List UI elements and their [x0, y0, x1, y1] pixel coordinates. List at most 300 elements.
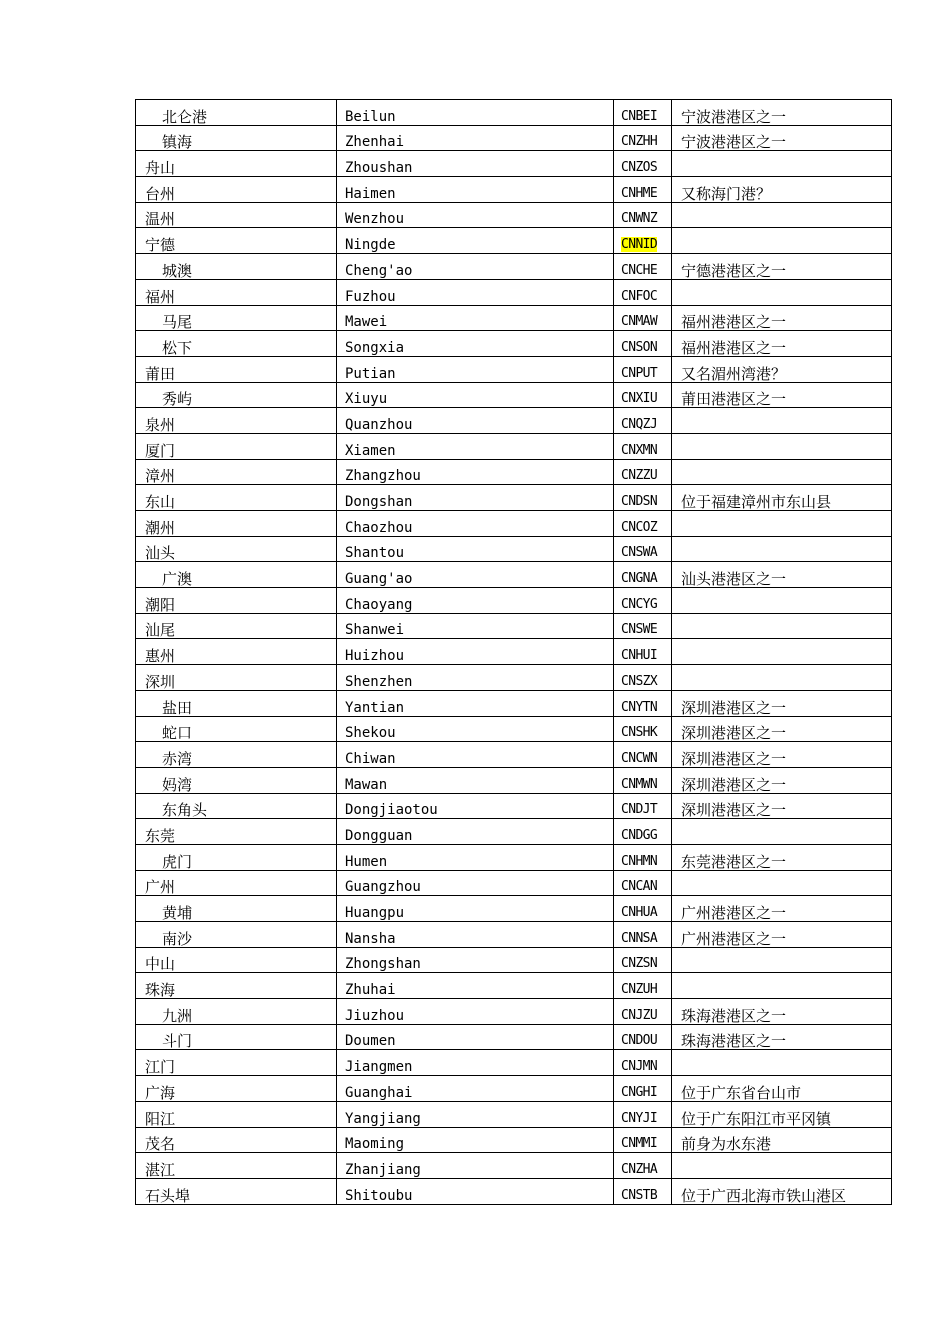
port-chinese-name-cell [136, 125, 337, 151]
port-chinese-name: 莆田 [145, 364, 176, 383]
port-chinese-name: 珠海 [145, 981, 176, 999]
port-english-name: Shekou [337, 716, 614, 742]
table-row [136, 177, 892, 203]
port-english-name: Dongshan [337, 485, 614, 511]
port-chinese-name: 妈湾 [162, 775, 193, 794]
port-chinese-name: 潮州 [145, 518, 176, 537]
table-row [136, 1050, 892, 1076]
table-row [136, 613, 892, 639]
port-chinese-name: 汕头 [145, 544, 176, 562]
port-english-name: Xiamen [337, 433, 614, 459]
port-code-cell [614, 665, 672, 691]
table-row [136, 947, 892, 973]
port-chinese-name: 秀屿 [162, 390, 193, 408]
port-english-name: Haimen [337, 177, 614, 203]
port-chinese-name-cell [136, 896, 337, 922]
port-english-name: Mawei [337, 305, 614, 331]
port-code: CNZZU [621, 468, 658, 484]
port-chinese-name-cell [136, 844, 337, 870]
port-code: CNXIU [621, 391, 658, 407]
port-code-cell [614, 613, 672, 639]
port-english-name: Guang'ao [337, 562, 614, 588]
table-row [136, 819, 892, 845]
port-note: 莆田港港区之一 [672, 382, 892, 408]
port-chinese-name: 松下 [162, 338, 193, 357]
table-row [136, 100, 892, 126]
table-row [136, 408, 892, 434]
port-chinese-name-cell [136, 485, 337, 511]
port-note [672, 639, 892, 665]
port-english-name: Shenzhen [337, 665, 614, 691]
port-note: 东莞港港区之一 [672, 844, 892, 870]
port-chinese-name-cell [136, 1101, 337, 1127]
port-note: 又名湄州湾港？ [672, 356, 892, 382]
port-note: 福州港港区之一 [672, 331, 892, 357]
port-chinese-name: 东山 [145, 493, 176, 511]
port-english-name: Chaoyang [337, 588, 614, 614]
port-chinese-name-cell [136, 1076, 337, 1102]
table-row [136, 716, 892, 742]
port-code-table [135, 99, 892, 1205]
port-code: CNMWN [621, 776, 658, 792]
port-chinese-name-cell [136, 947, 337, 973]
port-english-name: Shitoubu [337, 1178, 614, 1204]
port-code: CNGNA [621, 571, 658, 587]
port-chinese-name: 广州 [145, 878, 176, 896]
table-row [136, 331, 892, 357]
table-row [136, 1178, 892, 1204]
port-chinese-name: 深圳 [145, 672, 176, 691]
port-code: CNCYG [621, 596, 658, 612]
table-row [136, 202, 892, 228]
port-chinese-name-cell [136, 459, 337, 485]
port-code: CNSTB [621, 1187, 658, 1203]
port-code-cell [614, 793, 672, 819]
table-row [136, 433, 892, 459]
port-chinese-name: 惠州 [145, 647, 176, 665]
port-note [672, 1050, 892, 1076]
port-note [672, 613, 892, 639]
port-code-cell [614, 125, 672, 151]
port-chinese-name: 汕尾 [145, 621, 176, 639]
port-note [672, 588, 892, 614]
port-english-name: Guangzhou [337, 870, 614, 896]
port-note [672, 511, 892, 537]
port-chinese-name-cell [136, 613, 337, 639]
port-english-name: Chiwan [337, 742, 614, 768]
table-row [136, 793, 892, 819]
port-note: 深圳港港区之一 [672, 690, 892, 716]
table-row [136, 767, 892, 793]
port-english-name: Jiangmen [337, 1050, 614, 1076]
port-note: 广州港港区之一 [672, 922, 892, 948]
table-row [136, 151, 892, 177]
port-english-name: Xiuyu [337, 382, 614, 408]
port-chinese-name-cell [136, 305, 337, 331]
port-code-cell [614, 1076, 672, 1102]
port-code-cell [614, 331, 672, 357]
port-chinese-name: 南沙 [162, 929, 193, 948]
port-chinese-name: 赤湾 [162, 749, 193, 768]
port-chinese-name: 茂名 [145, 1135, 176, 1153]
port-code: CNYTN [621, 699, 658, 715]
port-chinese-name: 城澳 [162, 261, 193, 280]
port-chinese-name-cell [136, 819, 337, 845]
port-note [672, 433, 892, 459]
port-chinese-name-cell [136, 1178, 337, 1204]
port-english-name: Ningde [337, 228, 614, 254]
port-code-cell [614, 177, 672, 203]
table-row [136, 1101, 892, 1127]
port-note [672, 228, 892, 254]
table-row [136, 870, 892, 896]
port-chinese-name: 舟山 [145, 159, 176, 177]
port-note [672, 973, 892, 999]
port-english-name: Fuzhou [337, 279, 614, 305]
port-chinese-name: 黄埔 [162, 904, 193, 922]
port-note [672, 408, 892, 434]
port-code-cell [614, 305, 672, 331]
port-code: CNZSN [621, 956, 658, 972]
port-code: CNFOC [621, 288, 658, 304]
port-note: 深圳港港区之一 [672, 767, 892, 793]
port-code-cell [614, 1050, 672, 1076]
port-code: CNPUT [621, 365, 658, 381]
table-row [136, 588, 892, 614]
port-english-name: Doumen [337, 1024, 614, 1050]
port-code-cell [614, 742, 672, 768]
port-code-cell [614, 202, 672, 228]
port-chinese-name-cell [136, 793, 337, 819]
port-english-name: Cheng'ao [337, 254, 614, 280]
table-row [136, 356, 892, 382]
port-note: 福州港港区之一 [672, 305, 892, 331]
port-english-name: Shantou [337, 536, 614, 562]
port-chinese-name: 盐田 [162, 698, 193, 716]
port-chinese-name-cell [136, 870, 337, 896]
port-note: 位于广东省台山市 [672, 1076, 892, 1102]
port-code: CNZHH [621, 134, 658, 150]
port-code: CNWNZ [621, 211, 658, 227]
port-note [672, 536, 892, 562]
port-code-cell [614, 844, 672, 870]
port-chinese-name: 台州 [145, 184, 176, 203]
port-chinese-name: 东角头 [162, 801, 208, 819]
port-code-cell [614, 433, 672, 459]
port-english-name: Songxia [337, 331, 614, 357]
port-code-cell [614, 511, 672, 537]
port-english-name: Zhongshan [337, 947, 614, 973]
port-english-name: Chaozhou [337, 511, 614, 537]
port-chinese-name: 马尾 [162, 313, 193, 331]
port-chinese-name-cell [136, 767, 337, 793]
port-chinese-name-cell [136, 151, 337, 177]
port-code: CNZOS [621, 160, 658, 176]
port-code: CNDJT [621, 802, 658, 818]
port-note [672, 151, 892, 177]
port-chinese-name: 厦门 [145, 441, 176, 460]
port-code: CNSZX [621, 673, 658, 689]
port-code: CNQZJ [621, 416, 658, 432]
port-code: CNJZU [621, 1007, 658, 1023]
port-code: CNHUA [621, 905, 658, 920]
port-note [672, 202, 892, 228]
port-note: 宁波港港区之一 [672, 125, 892, 151]
port-chinese-name: 宁德 [145, 236, 176, 254]
port-chinese-name-cell [136, 536, 337, 562]
port-chinese-name: 斗门 [162, 1032, 193, 1050]
port-note [672, 819, 892, 845]
port-code-cell [614, 151, 672, 177]
port-note: 又称海门港？ [672, 177, 892, 203]
port-code-cell [614, 999, 672, 1025]
table-row [136, 639, 892, 665]
port-english-name: Dongjiaotou [337, 793, 614, 819]
port-english-name: Zhangzhou [337, 459, 614, 485]
table-row [136, 305, 892, 331]
port-chinese-name: 漳州 [145, 467, 176, 485]
port-chinese-name: 湛江 [145, 1160, 176, 1179]
port-code: CNDGG [621, 827, 658, 843]
port-note: 位于广东阳江市平冈镇 [672, 1101, 892, 1127]
port-chinese-name-cell [136, 100, 337, 126]
table-row [136, 254, 892, 280]
port-chinese-name-cell [136, 922, 337, 948]
port-chinese-name-cell [136, 665, 337, 691]
port-note [672, 947, 892, 973]
port-code-cell [614, 1153, 672, 1179]
port-chinese-name-cell [136, 254, 337, 280]
port-chinese-name: 福州 [145, 287, 176, 305]
port-chinese-name-cell [136, 1153, 337, 1179]
port-code-cell [614, 382, 672, 408]
table-row [136, 844, 892, 870]
port-english-name: Zhanjiang [337, 1153, 614, 1179]
port-code: CNSWA [621, 545, 658, 561]
port-chinese-name-cell [136, 408, 337, 434]
table-row [136, 228, 892, 254]
port-code-cell [614, 639, 672, 665]
port-english-name: Zhenhai [337, 125, 614, 151]
port-code-cell [614, 716, 672, 742]
table-row [136, 665, 892, 691]
table-row [136, 459, 892, 485]
port-code: CNZHA [621, 1161, 658, 1177]
port-note [672, 279, 892, 305]
port-chinese-name-cell [136, 1050, 337, 1076]
port-code-cell [614, 536, 672, 562]
table-row [136, 1024, 892, 1050]
port-code-cell [614, 485, 672, 511]
table-row [136, 382, 892, 408]
port-code: CNHUI [621, 648, 658, 664]
port-chinese-name-cell [136, 999, 337, 1025]
port-chinese-name: 潮阳 [145, 595, 176, 614]
port-code-cell [614, 922, 672, 948]
port-chinese-name-cell [136, 973, 337, 999]
table-row [136, 973, 892, 999]
port-code: CNMMI [621, 1136, 658, 1152]
port-code: CNGHI [621, 1084, 658, 1100]
table-row [136, 999, 892, 1025]
table-row [136, 125, 892, 151]
port-english-name: Dongguan [337, 819, 614, 845]
port-chinese-name: 虎门 [162, 852, 193, 871]
port-note: 珠海港港区之一 [672, 1024, 892, 1050]
port-code-cell [614, 100, 672, 126]
port-note: 深圳港港区之一 [672, 793, 892, 819]
port-note: 宁德港港区之一 [672, 254, 892, 280]
port-code-cell [614, 1101, 672, 1127]
port-english-name: Zhuhai [337, 973, 614, 999]
port-chinese-name-cell [136, 202, 337, 228]
port-chinese-name-cell [136, 511, 337, 537]
port-code: CNDOU [621, 1033, 658, 1049]
port-code-cell [614, 1127, 672, 1153]
port-code-cell [614, 690, 672, 716]
port-chinese-name: 广澳 [162, 570, 193, 588]
port-code: CNCWN [621, 750, 658, 766]
port-code: CNJMN [621, 1059, 658, 1075]
port-code-cell [614, 459, 672, 485]
port-note [672, 1153, 892, 1179]
port-code: CNNSA [621, 930, 658, 946]
table-row [136, 536, 892, 562]
table-row [136, 1076, 892, 1102]
port-chinese-name: 蛇口 [162, 724, 193, 742]
port-note: 汕头港港区之一 [672, 562, 892, 588]
port-code-cell [614, 562, 672, 588]
port-english-name: Humen [337, 844, 614, 870]
port-code: CNCOZ [621, 519, 658, 535]
port-code: CNCHE [621, 262, 658, 278]
port-note [672, 665, 892, 691]
port-english-name: Mawan [337, 767, 614, 793]
port-code: CNDSN [621, 494, 658, 509]
port-code-cell [614, 254, 672, 280]
port-chinese-name: 江门 [145, 1058, 176, 1076]
port-code-cell [614, 947, 672, 973]
port-note: 宁波港港区之一 [672, 100, 892, 126]
port-chinese-name-cell [136, 331, 337, 357]
port-english-name: Guanghai [337, 1076, 614, 1102]
port-english-name: Shanwei [337, 613, 614, 639]
port-note [672, 870, 892, 896]
port-code: CNBEI [621, 108, 658, 124]
table-row [136, 562, 892, 588]
port-chinese-name-cell [136, 279, 337, 305]
port-code-cell [614, 819, 672, 845]
table-row [136, 922, 892, 948]
port-code: CNHME [621, 185, 658, 201]
port-english-name: Huizhou [337, 639, 614, 665]
port-table-body [136, 100, 892, 1205]
port-chinese-name: 广海 [145, 1083, 176, 1102]
table-row [136, 511, 892, 537]
port-code-cell [614, 973, 672, 999]
port-code: CNSON [621, 339, 658, 355]
port-code: CNSWE [621, 622, 658, 638]
port-note: 深圳港港区之一 [672, 742, 892, 768]
port-english-name: Zhoushan [337, 151, 614, 177]
port-chinese-name: 镇海 [162, 133, 193, 151]
port-code-cell [614, 1024, 672, 1050]
table-row [136, 279, 892, 305]
port-chinese-name-cell [136, 1024, 337, 1050]
port-chinese-name-cell [136, 639, 337, 665]
port-code-cell [614, 896, 672, 922]
table-row [136, 896, 892, 922]
port-chinese-name-cell [136, 433, 337, 459]
port-code: CNXMN [621, 442, 658, 458]
port-note [672, 459, 892, 485]
port-code: CNNID [621, 237, 658, 253]
port-note: 前身为水东港 [672, 1127, 892, 1153]
port-english-name: Huangpu [337, 896, 614, 922]
port-code-cell [614, 356, 672, 382]
port-chinese-name-cell [136, 588, 337, 614]
port-chinese-name: 九洲 [162, 1006, 193, 1025]
port-code: CNZUH [621, 982, 658, 998]
port-chinese-name-cell [136, 382, 337, 408]
port-chinese-name-cell [136, 1127, 337, 1153]
port-english-name: Nansha [337, 922, 614, 948]
port-code-cell [614, 1178, 672, 1204]
port-chinese-name-cell [136, 562, 337, 588]
port-note: 位于福建漳州市东山县 [672, 485, 892, 511]
port-english-name: Jiuzhou [337, 999, 614, 1025]
port-english-name: Yantian [337, 690, 614, 716]
port-code: CNYJI [621, 1110, 658, 1126]
port-chinese-name-cell [136, 742, 337, 768]
port-chinese-name: 温州 [145, 210, 176, 228]
port-english-name: Wenzhou [337, 202, 614, 228]
port-code-cell [614, 279, 672, 305]
table-row [136, 1153, 892, 1179]
port-english-name: Putian [337, 356, 614, 382]
port-note: 珠海港港区之一 [672, 999, 892, 1025]
port-chinese-name-cell [136, 690, 337, 716]
table-row [136, 690, 892, 716]
port-chinese-name: 北仑港 [162, 107, 208, 126]
port-chinese-name: 阳江 [145, 1109, 176, 1127]
table-row [136, 485, 892, 511]
port-note: 深圳港港区之一 [672, 716, 892, 742]
port-code: CNSHK [621, 725, 658, 741]
port-note: 广州港港区之一 [672, 896, 892, 922]
port-chinese-name: 泉州 [145, 415, 176, 434]
port-english-name: Beilun [337, 100, 614, 126]
port-chinese-name-cell [136, 177, 337, 203]
port-code: CNMAW [621, 314, 658, 330]
port-code-cell [614, 767, 672, 793]
port-code-cell [614, 408, 672, 434]
port-code-cell [614, 588, 672, 614]
port-code: CNHMN [621, 853, 658, 869]
port-code: CNCAN [621, 879, 658, 895]
port-chinese-name-cell [136, 228, 337, 254]
port-chinese-name: 东莞 [145, 826, 176, 845]
port-english-name: Maoming [337, 1127, 614, 1153]
port-chinese-name: 中山 [145, 955, 176, 973]
port-code-cell [614, 228, 672, 254]
table-row [136, 742, 892, 768]
port-chinese-name-cell [136, 356, 337, 382]
port-english-name: Quanzhou [337, 408, 614, 434]
table-row [136, 1127, 892, 1153]
port-english-name: Yangjiang [337, 1101, 614, 1127]
port-chinese-name-cell [136, 716, 337, 742]
